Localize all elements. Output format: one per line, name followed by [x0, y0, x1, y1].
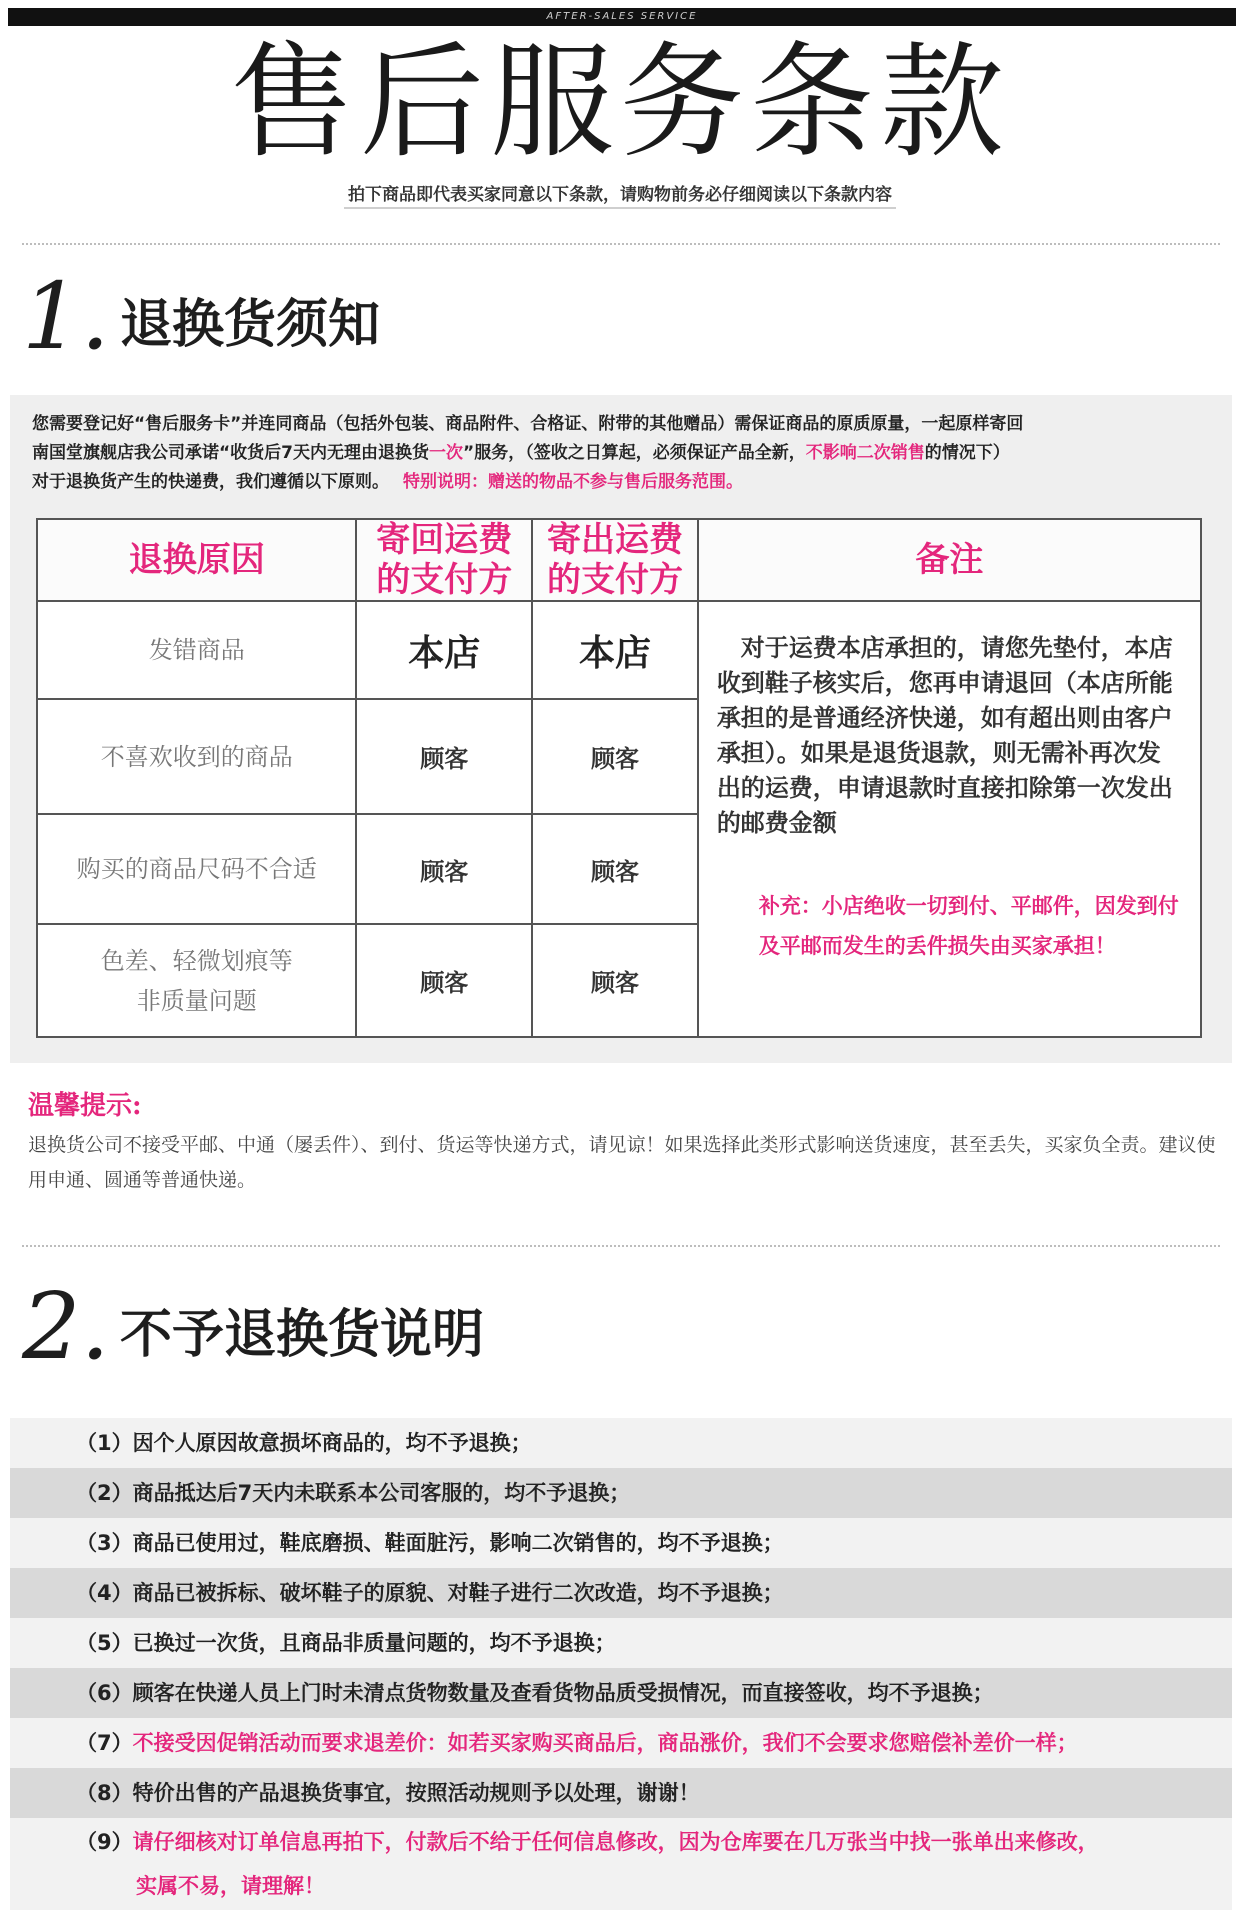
rule-number: （9）: [76, 1830, 133, 1854]
intro-line: 您需要登记好“售后服务卡”并连同商品（包括外包装、商品附件、合格证、附带的其他赠品）需保证商品的原质原量，一起原样寄回: [32, 414, 1024, 434]
return-payer-cell: 本店: [356, 601, 532, 699]
list-item: [10, 1668, 1232, 1718]
intro-line: [32, 468, 1222, 497]
reason-cell: [37, 924, 356, 1037]
rule-number: （7）: [76, 1731, 133, 1755]
return-payer-cell: 顾客: [356, 814, 532, 924]
return-payer-cell: 顾客: [356, 924, 532, 1037]
header-line: 寄回运费: [376, 520, 513, 560]
rule-number: （2）: [76, 1481, 133, 1505]
list-item: [10, 1418, 1232, 1468]
rule-number: （5）: [76, 1631, 133, 1655]
send-payer-cell: 本店: [532, 601, 698, 699]
section2-heading: [22, 1272, 782, 1392]
rule-text: 商品抵达后7天内未联系本公司客服的，均不予退换；: [132, 1481, 631, 1505]
section1-intro: [32, 410, 1222, 497]
rule-number: （6）: [76, 1681, 133, 1705]
rule-text: 特价出售的产品退换货事宜，按照活动规则予以处理，谢谢！: [132, 1781, 700, 1805]
reason-cell: 发错商品: [37, 601, 356, 699]
rule-number: （4）: [76, 1581, 133, 1605]
return-payer-cell: 顾客: [356, 699, 532, 814]
rule-text: 实属不易，请理解！: [136, 1874, 325, 1898]
intro-text: 对于退换货产生的快递费，我们遵循以下原则。: [32, 472, 389, 492]
reason-cell: 购买的商品尺码不合适: [37, 814, 356, 924]
list-item: [10, 1818, 1232, 1910]
divider: [22, 1245, 1220, 1247]
intro-text: 南国堂旗舰店我公司承诺“收货后7天内无理由退换货: [32, 443, 430, 463]
rule-text: 顾客在快递人员上门时未清点货物数量及查看货物品质受损情况，而直接签收，均不予退换；: [132, 1681, 994, 1705]
reason-cell: 不喜欢收到的商品: [37, 699, 356, 814]
intro-line: [32, 439, 1222, 468]
list-item: [10, 1468, 1232, 1518]
table-header-row: [37, 519, 1201, 601]
send-payer-cell: 顾客: [532, 699, 698, 814]
rule-number: （3）: [76, 1531, 133, 1555]
reason-line: 非质量问题: [136, 986, 257, 1015]
list-item: [10, 1718, 1232, 1768]
section2-title: 不予退换货说明: [120, 1304, 485, 1365]
rule-number: （8）: [76, 1781, 133, 1805]
top-banner: [8, 8, 1236, 26]
rule-text: 商品已被拆标、破坏鞋子的原貌、对鞋子进行二次改造，均不予退换；: [132, 1581, 784, 1605]
reason-line: 色差、轻微划痕等: [100, 946, 293, 975]
header-note: 备注: [698, 519, 1201, 601]
table-row: [37, 601, 1201, 699]
rule-text: 商品已使用过，鞋底磨损、鞋面脏污，影响二次销售的，均不予退换；: [132, 1531, 784, 1555]
intro-highlight: 一次: [429, 443, 464, 463]
list-item: [10, 1768, 1232, 1818]
note-text: 对于运费本店承担的，请您先垫付，本店收到鞋子核实后，您再申请退回（本店所能承担的是普通经济快递，如有超出则由客户承担）。如果是退货退款，则无需补再次发出的运费，申请退款时直接扣除第一次发出的邮费金额: [716, 633, 1173, 837]
tips-title: 温馨提示:: [28, 1091, 142, 1121]
rule-text: 已换过一次货，且商品非质量问题的，均不予退换；: [132, 1631, 616, 1655]
intro-highlight: 不影响二次销售: [805, 443, 925, 463]
header-reason: 退换原因: [37, 519, 356, 601]
return-policy-table: [36, 518, 1202, 1038]
section2-number: 2.: [22, 1273, 110, 1380]
header-send-fee: [532, 519, 698, 601]
no-return-rules: [10, 1418, 1232, 1910]
rule-text: 不接受因促销活动而要求退差价：如若买家购买商品后，商品涨价，我们不会要求您赔偿补差价一样；: [132, 1731, 1078, 1755]
section1-heading: [22, 262, 722, 382]
rule-number: （1）: [76, 1431, 133, 1455]
intro-text: ”服务，（签收之日算起，必须保证产品全新，: [463, 443, 806, 463]
header-return-fee: [356, 519, 532, 601]
rule-text: 请仔细核对订单信息再拍下，付款后不给于任何信息修改，因为仓库要在几万张当中找一张单出来修改，: [132, 1830, 1099, 1854]
tips-text: 退换货公司不接受平邮、中通（屡丢件）、到付、货运等快递方式，请见谅！如果选择此类形式影响送货速度，甚至丢失，买家负全责。建议使用申通、圆通等普通快递。: [28, 1134, 1216, 1191]
note-cell: [698, 601, 1201, 1037]
section1-title: 退换货须知: [120, 294, 381, 355]
rule-text: 因个人原因故意损坏商品的，均不予退换；: [132, 1431, 532, 1455]
list-item: [10, 1518, 1232, 1568]
intro-highlight: 特别说明：赠送的物品不参与售后服务范围。: [403, 472, 743, 492]
divider: [22, 243, 1220, 245]
subtitle-text: 拍下商品即代表买家同意以下条款，请购物前务必仔细阅读以下条款内容: [344, 185, 896, 209]
header-line: 的支付方: [546, 560, 683, 600]
intro-text: 的情况下）: [924, 443, 1010, 463]
section1-number: 1.: [22, 263, 110, 370]
list-item: [10, 1618, 1232, 1668]
page-subtitle: [0, 180, 1240, 210]
banner-text: AFTER-SALES SERVICE: [546, 11, 698, 22]
note-supplement: 补充：小店绝收一切到付、平邮件，因发到付及平邮而发生的丢件损失由买家承担！: [758, 893, 1179, 958]
page-title: 售后服务条款: [229, 31, 1010, 175]
send-payer-cell: 顾客: [532, 924, 698, 1037]
header-line: 寄出运费: [546, 520, 683, 560]
list-item: [10, 1568, 1232, 1618]
header-line: 的支付方: [376, 560, 513, 600]
send-payer-cell: 顾客: [532, 814, 698, 924]
